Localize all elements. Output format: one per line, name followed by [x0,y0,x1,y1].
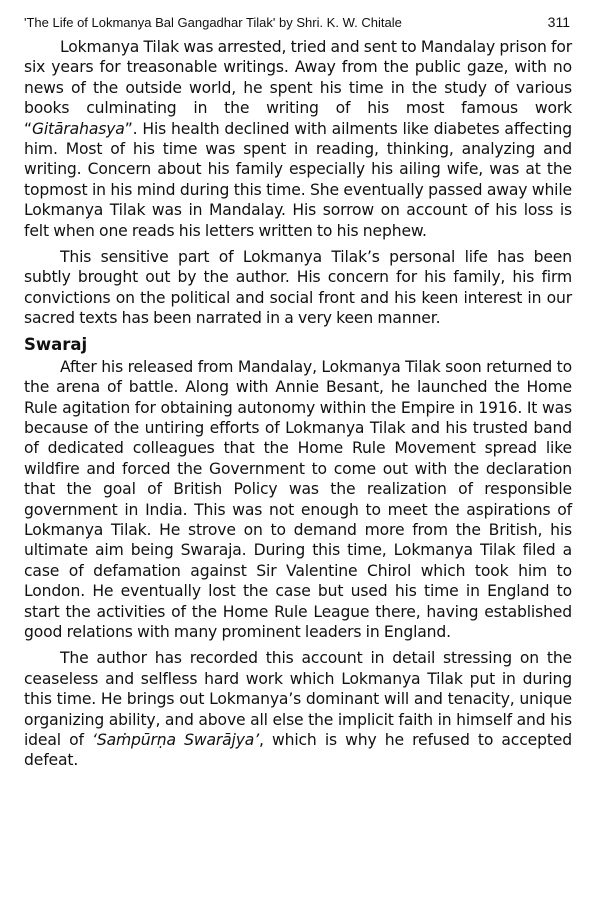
page-number: 311 [547,14,570,30]
book-title-gitarahasya: Gitārahasya [31,119,125,138]
paragraph-4 [24,648,572,770]
paragraph-3: After his released from Mandalay, Lokmanya Tilak soon returned to the arena of battle. Along with Annie Besant, he launched the Home Rule agitation for obtaining autonomy within the Empire in 1916. It was because of the untiring efforts of Lokmanya Tilak and his trusted band of dedicated colleagues that the Home Rule Movement spread like wildfire and forced the Government to come out with the declaration that the goal of British Policy was the realization of responsible government in India. This was not enough to meet the aspirations of Lokmanya Tilak. He strove on to demand more from the British, his ultimate aim being Swaraja. During this time, Lokmanya Tilak filed a case of defamation against Sir Valentine Chirol which took him to London. He eventually lost the case but used his time in England to start the activities of the Home Rule League there, having established good relations with many prominent leaders in England. [24,357,572,641]
page-header [24,14,572,31]
book-page [24,14,572,771]
running-title: 'The Life of Lokmanya Bal Gangadhar Tilak' by Shri. K. W. Chitale [24,15,402,30]
paragraph-4-text: The author has recorded this account in detail stressing on the ceaseless and selfless hard work which Lokmanya Tilak put in during this time. He brings out Lokmanya’s dominant will and tenacity, unique organizing ability, and above all else the implicit faith in himself and his ideal of [24,649,572,749]
paragraph-1-text: Lokmanya Tilak was arrested, tried and sent to Mandalay prison for six years for treasonable writings. Away from the public gaze, with no news of the outside world, he spent his time in the study of various books culminating in the writing of his most famous work “ [24,38,572,138]
phrase-sampurna-swarajya: ‘Saṁpūrṇa Swarājya’ [92,731,259,749]
paragraph-4-text-cont: , which is why he refused to accepted defeat. [24,731,572,770]
paragraph-1 [24,37,572,241]
section-heading: Swaraj [24,334,88,354]
paragraph-2: This sensitive part of Lokmanya Tilak’s personal life has been subtly brought out by the author. His concern for his family, his firm convictions on the political and social front and his keen interest in our sacred texts has been narrated in a very keen manner. [24,248,572,328]
paragraph-1-text-cont: ”. His health declined with ailments like diabetes affecting him. Most of his time was spent in reading, thinking, analyzing and writing. Concern about his family especially his ailing wife, was at the topmost in his mind during this time. She eventually passed away while Lokmanya Tilak was in Mandalay. His sorrow on account of his loss is felt when one reads his letters written to his nephew. [24,119,572,240]
